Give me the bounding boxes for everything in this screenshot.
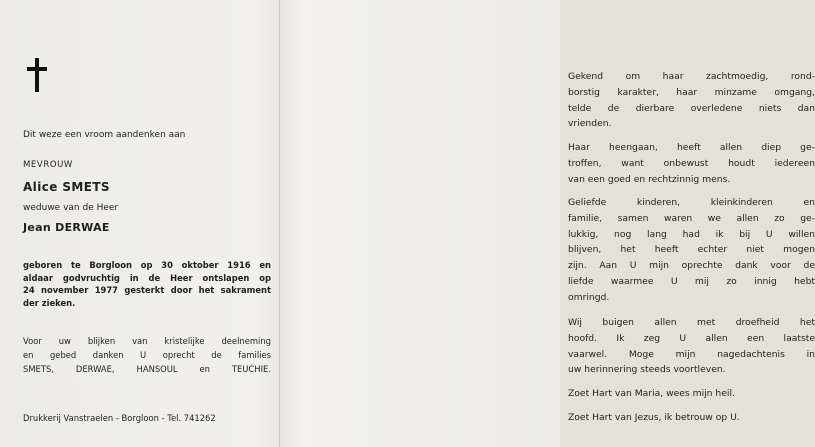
deceased-name: Alice SMETS bbox=[23, 180, 110, 194]
paragraph-line: Geliefde kinderen, kleinkinderen en bbox=[568, 197, 815, 208]
birth-death-line: 24 november 1977 gesterkt door het sakrament bbox=[23, 285, 271, 295]
cross-icon bbox=[27, 58, 47, 92]
thanks-text bbox=[23, 334, 271, 376]
prayer-maria bbox=[568, 386, 815, 402]
husband-name: Jean DERWAE bbox=[23, 221, 110, 234]
honorific: MEVROUW bbox=[23, 160, 73, 170]
paragraph-line: familie, samen waren we allen zo ge- bbox=[568, 212, 815, 224]
paragraph-line: uw herinnering steeds voortleven. bbox=[568, 364, 726, 376]
paragraph-line: Haar heengaan, heeft allen diep ge- bbox=[568, 142, 815, 153]
paragraph-line: Gekend om haar zachtmoedig, rond- bbox=[568, 71, 815, 82]
paragraph-line: omringd. bbox=[568, 291, 610, 303]
birth-death-text bbox=[23, 259, 271, 309]
paragraph-line: lukkig, nog lang had ik bij U willen bbox=[568, 228, 815, 240]
paragraph-line: borstig karakter, haar minzame omgang, bbox=[568, 86, 815, 98]
left-panel bbox=[0, 0, 279, 447]
birth-death-line: der zieken. bbox=[23, 297, 76, 308]
widow-of-text: weduwe van de Heer bbox=[23, 203, 119, 213]
paragraph-line: troffen, want onbewust houdt iedereen bbox=[568, 157, 815, 169]
paragraph-line: van een goed en rechtzinnig mens. bbox=[568, 173, 731, 185]
birth-death-line: geboren te Borgloon op 30 oktober 1916 en bbox=[23, 260, 271, 270]
paragraph-character bbox=[568, 69, 815, 132]
paragraph-passing bbox=[568, 140, 815, 187]
thanks-line: Voor uw blijken van kristelijke deelneming bbox=[23, 336, 271, 346]
printer-line: Drukkerij Vanstraelen - Borgloon - Tel. 741262 bbox=[23, 413, 216, 423]
paragraph-farewell bbox=[568, 315, 815, 378]
center-fold bbox=[279, 0, 280, 447]
paragraph-line: telde de dierbare overledene niets dan bbox=[568, 102, 815, 114]
paragraph-line: blijven, het heeft echter niet mogen bbox=[568, 244, 815, 256]
paragraph-line: zijn. Aan U mijn oprechte dank voor de bbox=[568, 260, 815, 272]
paragraph-line: Zoet Hart van Maria, wees mijn heil. bbox=[568, 388, 735, 399]
birth-death-line: aldaar godvruchtig in de Heer ontslapen op bbox=[23, 272, 271, 283]
paragraph-line: vrienden. bbox=[568, 118, 612, 130]
intro-text: Dit weze een vroom aandenken aan bbox=[23, 130, 186, 140]
paragraph-line: liefde waarmee U mij zo innig hebt bbox=[568, 275, 815, 287]
paragraph-line: vaarwel. Moge mijn nagedachtenis in bbox=[568, 348, 815, 360]
prayer-jezus bbox=[568, 410, 815, 426]
paragraph-line: Zoet Hart van Jezus, ik betrouw op U. bbox=[568, 412, 740, 423]
paragraph-line: hoofd. Ik zeg U allen een laatste bbox=[568, 332, 815, 344]
thanks-line: en gebed danken U oprecht de families bbox=[23, 350, 271, 360]
thanks-line: SMETS, DERWAE, HANSOUL en TEUCHIE. bbox=[23, 364, 271, 374]
right-panel bbox=[281, 0, 815, 447]
paragraph-family bbox=[568, 195, 815, 306]
paragraph-line: Wij buigen allen met droefheid het bbox=[568, 317, 815, 328]
